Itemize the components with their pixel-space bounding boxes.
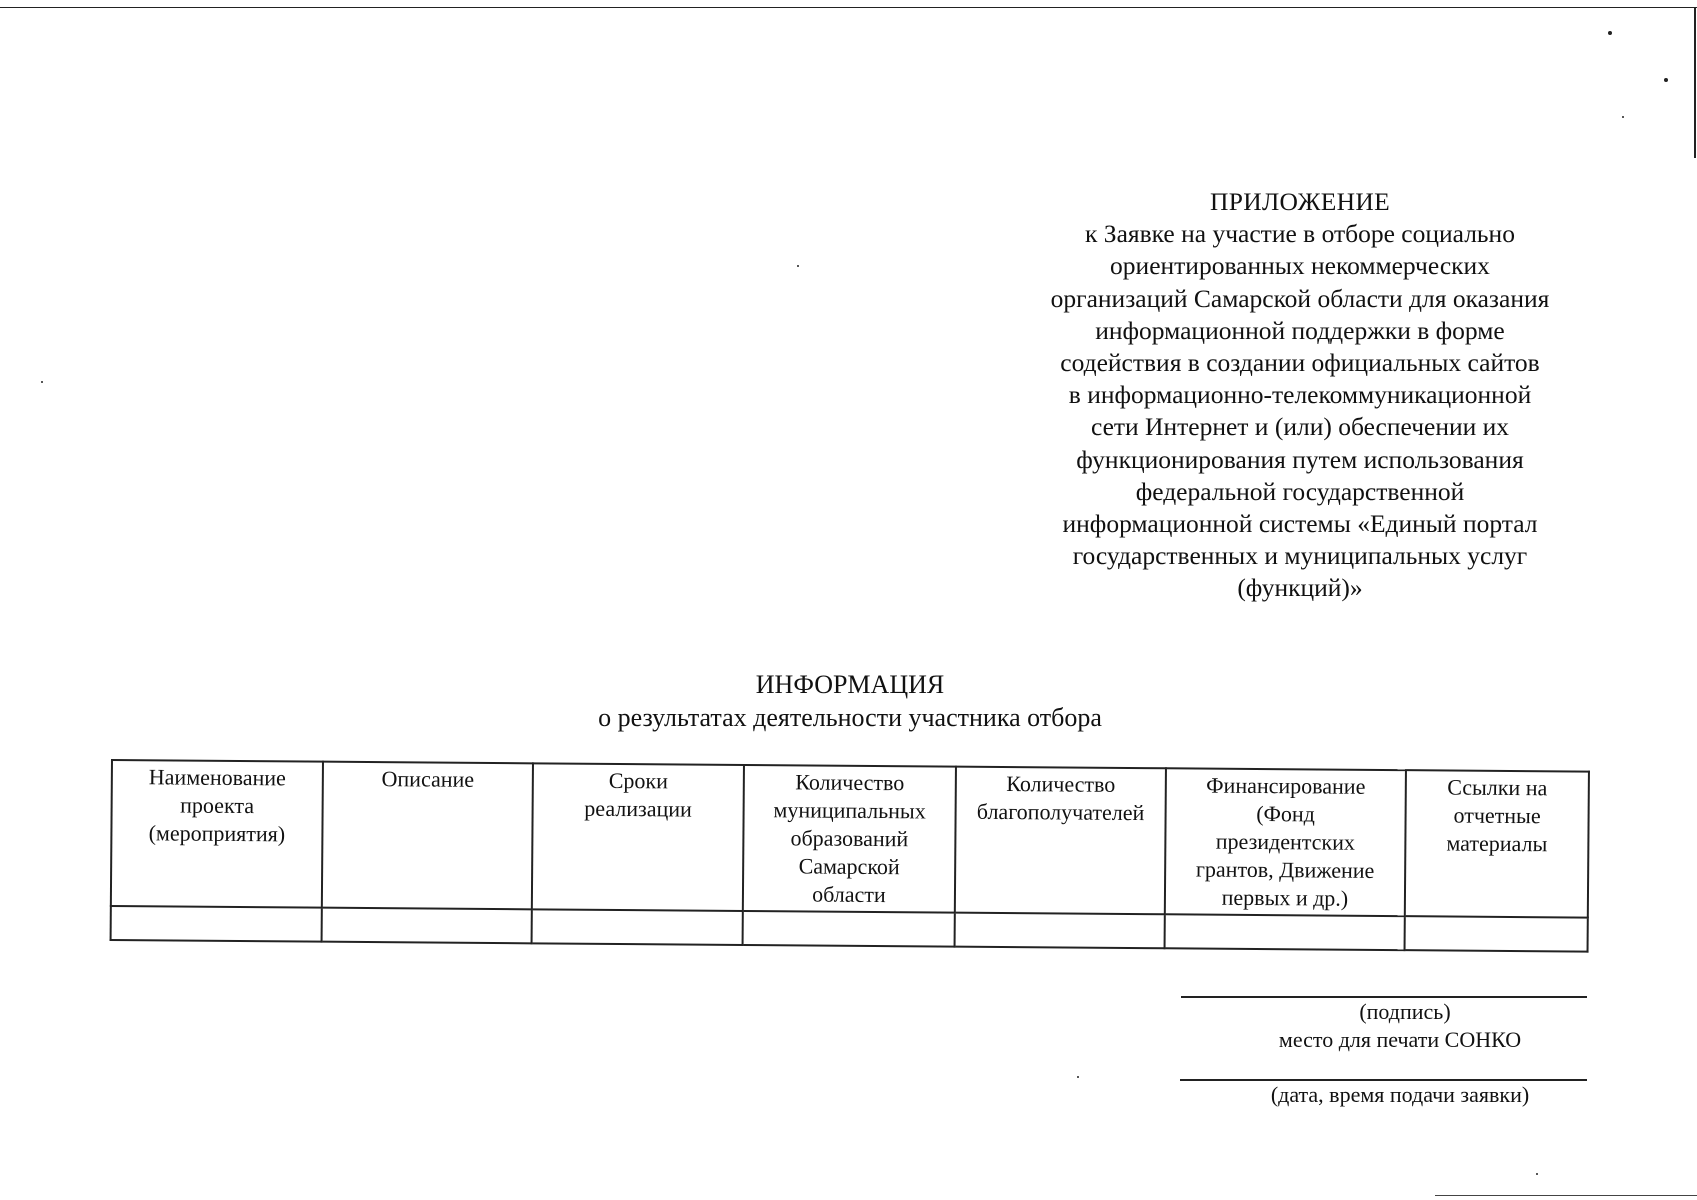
appendix-title: ПРИЛОЖЕНИЕ <box>1210 187 1390 216</box>
appendix-line: к Заявке на участие в отборе социально <box>1085 219 1515 249</box>
appendix-line: государственных и муниципальных услуг <box>1072 541 1528 571</box>
scan-speck <box>797 265 799 267</box>
column-header-line: реализации <box>584 795 692 822</box>
appendix-line: содействия в создании официальных сайтов <box>1060 348 1540 378</box>
column-header-line: (Фонд <box>1256 800 1316 827</box>
page-right-border <box>1694 8 1696 158</box>
column-header-line: президентских <box>1215 828 1356 855</box>
column-header <box>532 763 744 911</box>
column-header-line: отчетные <box>1453 802 1541 829</box>
appendix-text <box>1010 218 1590 604</box>
appendix-line: организаций Самарской области для оказания <box>1050 283 1550 313</box>
column-header-line: Финансирование <box>1206 772 1366 799</box>
scan-speck <box>1077 1076 1079 1078</box>
table-cell <box>111 906 322 942</box>
results-table <box>110 759 1590 953</box>
column-header-line: проекта <box>180 792 255 819</box>
column-header-line: грантов, Движение <box>1195 856 1375 883</box>
column-header-line: Наименование <box>148 764 286 791</box>
column-header-line: Самарской <box>798 853 900 880</box>
date-caption: (дата, время подачи заявки) <box>1270 1082 1530 1107</box>
column-header <box>743 765 956 913</box>
column-header <box>111 760 323 908</box>
table-cell <box>532 909 743 945</box>
appendix-line: функционирования путем использования <box>1076 444 1524 474</box>
table-cell <box>322 908 532 944</box>
column-header <box>955 767 1166 915</box>
column-header-line: области <box>812 881 886 908</box>
stamp-caption: место для печати СОНКО <box>1278 1027 1522 1052</box>
column-header-line: Ссылки на <box>1447 774 1548 801</box>
table-cell <box>1165 914 1405 950</box>
column-header-line: Сроки <box>608 767 669 794</box>
appendix-block <box>1010 186 1590 605</box>
appendix-line: федеральной государственной <box>1135 476 1465 506</box>
table-cell <box>955 913 1165 949</box>
column-header <box>322 762 533 910</box>
scan-speck <box>1608 31 1612 35</box>
column-header <box>1165 768 1406 916</box>
column-header <box>1405 770 1589 917</box>
page-top-border <box>0 7 1697 8</box>
column-header-line: муниципальных <box>773 797 926 824</box>
info-title: ИНФОРМАЦИЯ <box>755 670 945 699</box>
info-heading <box>500 668 1200 734</box>
column-header-line: образований <box>790 825 909 852</box>
appendix-line: ориентированных некоммерческих <box>1110 251 1490 281</box>
table-cell <box>1405 916 1588 951</box>
appendix-line: информационной поддержки в форме <box>1095 315 1505 345</box>
column-header-line: первых и др.) <box>1221 884 1349 911</box>
column-header-line: (мероприятия) <box>148 820 286 847</box>
column-header-line: материалы <box>1446 830 1548 857</box>
column-header-line: Количество <box>1006 771 1116 797</box>
scan-speck <box>1622 116 1624 118</box>
column-header-line: Количество <box>795 769 905 796</box>
column-header-line: Описание <box>381 766 475 792</box>
signature-caption: (подпись) <box>1359 999 1451 1024</box>
scan-speck <box>1664 78 1668 82</box>
appendix-line: (функций)» <box>1237 573 1363 603</box>
scan-speck <box>41 381 43 383</box>
appendix-line: сети Интернет и (или) обеспечении их <box>1090 412 1510 442</box>
scan-speck <box>1536 1173 1538 1175</box>
page-bottom-border <box>1435 1195 1697 1196</box>
table-cell <box>743 911 955 947</box>
appendix-line: в информационно-телекоммуникационной <box>1068 380 1532 410</box>
appendix-line: информационной системы «Единый портал <box>1062 509 1538 539</box>
column-header-line: благополучателей <box>976 798 1145 826</box>
table-header-row <box>111 760 1589 918</box>
info-subtitle: о результатах деятельности участника отбора <box>598 703 1102 732</box>
